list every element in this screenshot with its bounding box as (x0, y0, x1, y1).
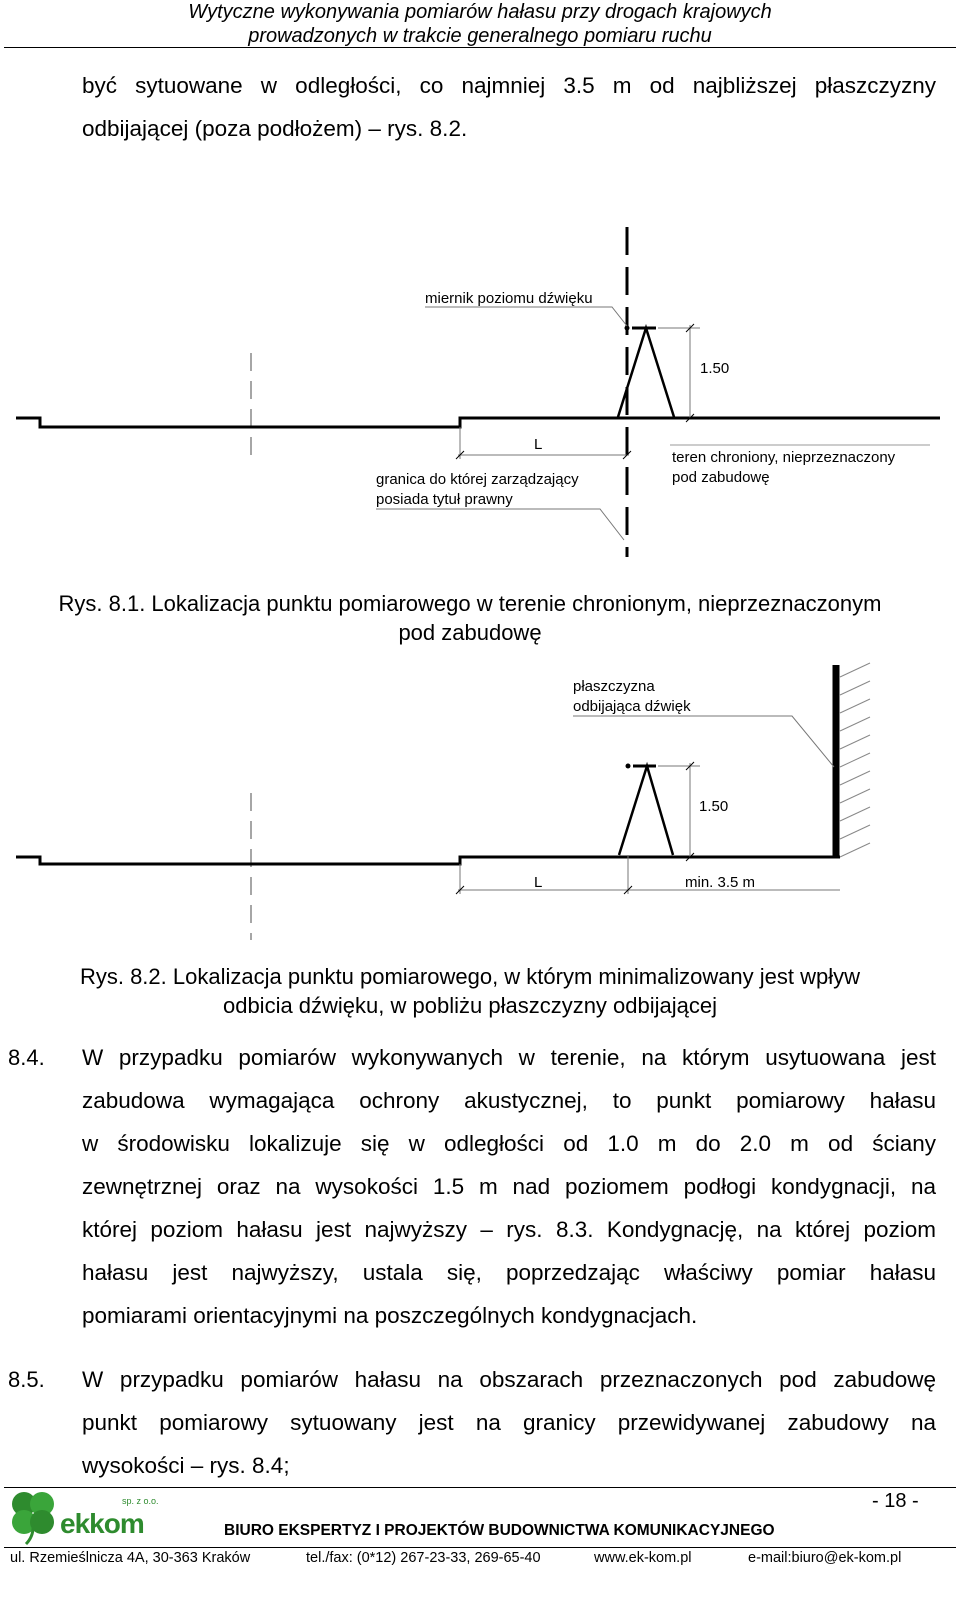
label-reflecting-plane-line-1: płaszczyzna (573, 678, 655, 695)
footer-divider-bottom (4, 1547, 956, 1548)
figure-8-1-caption-line-2: pod zabudowę (398, 620, 542, 645)
paragraph-line: W przypadku pomiarów hałasu na obszarach przeznaczonych pod zabudowę (82, 1367, 936, 1392)
figure-8-1 (0, 215, 960, 565)
page-number: - 18 - (872, 1490, 919, 1512)
label-reflecting-plane-line-2: odbijająca dźwięk (573, 698, 691, 715)
paragraph-line: zabudowa wymagająca ochrony akustycznej, to punkt pomiarowy hałasu (82, 1088, 936, 1113)
intro-line-1: być sytuowane w odległości, co najmniej 3.5 m od najbliższej płaszczyzny (82, 73, 936, 98)
figure-8-1-caption-line-1: Rys. 8.1. Lokalizacja punktu pomiarowego w terenie chronionym, nieprzeznaczonym (58, 591, 882, 616)
company-email-link[interactable]: e-mail:biuro@ek-kom.pl (748, 1550, 902, 1566)
company-logo (4, 1488, 164, 1546)
paragraph-line: hałasu jest najwyższy, ustala się, poprzedzając właściwy pomiar hałasu (82, 1260, 936, 1285)
ground-line (16, 418, 940, 427)
figure-8-2-caption-line-2: odbicia dźwięku, w pobliżu płaszczyzny odbijającej (222, 993, 718, 1018)
paragraph-line: W przypadku pomiarów wykonywanych w terenie, na którym usytuowana jest (82, 1045, 936, 1070)
paragraph-line: w środowisku lokalizuje się w odległości od 1.0 m do 2.0 m od ściany (82, 1131, 936, 1156)
figure-8-2 (0, 655, 960, 950)
ground-line (16, 857, 840, 864)
company-address: ul. Rzemieślnicza 4A, 30-363 Kraków (10, 1550, 251, 1566)
label-sound-level-meter: miernik poziomu dźwięku (425, 290, 593, 307)
company-phone: tel./fax: (0*12) 267-23-33, 269-65-40 (306, 1550, 541, 1566)
clover-logo-icon (4, 1488, 64, 1546)
paragraph-8-4 (82, 1036, 936, 1337)
label-protected-area-line-1: teren chroniony, nieprzeznaczony (672, 449, 896, 466)
running-header-line-1: Wytyczne wykonywania pomiarów hałasu przy drogach krajowych (188, 1, 772, 23)
paragraph-line: której poziom hałasu jest najwyższy – rys. 8.3. Kondygnację, na której poziom (82, 1217, 936, 1242)
tripod-icon (619, 766, 673, 855)
logo-subtitle: sp. z o.o. (122, 1496, 159, 1506)
paragraph-line: punkt pomiarowy sytuowany jest na granicy przewidywanej zabudowy na (82, 1410, 936, 1435)
paragraph-line: wysokości – rys. 8.4; (82, 1453, 290, 1478)
label-height-1-50: 1.50 (700, 360, 730, 377)
wall-hatching (840, 663, 870, 857)
company-website-link[interactable]: www.ek-kom.pl (594, 1550, 692, 1566)
label-L: L (534, 874, 543, 891)
paragraph-8-4-number: 8.4. (8, 1045, 45, 1070)
label-boundary-line-1: granica do której zarządzający (376, 471, 579, 488)
running-header-line-2: prowadzonych w trakcie generalnego pomiaru ruchu (248, 25, 712, 47)
label-protected-area-line-2: pod zabudowę (672, 469, 770, 486)
paragraph-line: zewnętrznej oraz na wysokości 1.5 m nad poziomem podłogi kondygnacji, na (82, 1174, 936, 1199)
company-name: BIURO EKSPERTYZ I PROJEKTÓW BUDOWNICTWA KOMUNIKACYJNEGO (224, 1522, 775, 1539)
label-min-distance: min. 3.5 m (685, 874, 756, 891)
header-divider (4, 47, 956, 48)
paragraph-8-5-number: 8.5. (8, 1367, 45, 1392)
label-L: L (534, 436, 543, 453)
logo-wordmark: ekkom (60, 1508, 144, 1539)
paragraph-line: pomiarami orientacyjnymi na poszczególnych kondygnacjach. (82, 1303, 698, 1328)
label-height-1-50: 1.50 (699, 798, 729, 815)
paragraph-8-5 (82, 1358, 936, 1487)
figure-8-2-caption-line-1: Rys. 8.2. Lokalizacja punktu pomiarowego, w którym minimalizowany jest wpływ (79, 964, 861, 989)
label-boundary-line-2: posiada tytuł prawny (376, 491, 513, 508)
intro-line-2: odbijającej (poza podłożem) – rys. 8.2. (82, 116, 468, 141)
